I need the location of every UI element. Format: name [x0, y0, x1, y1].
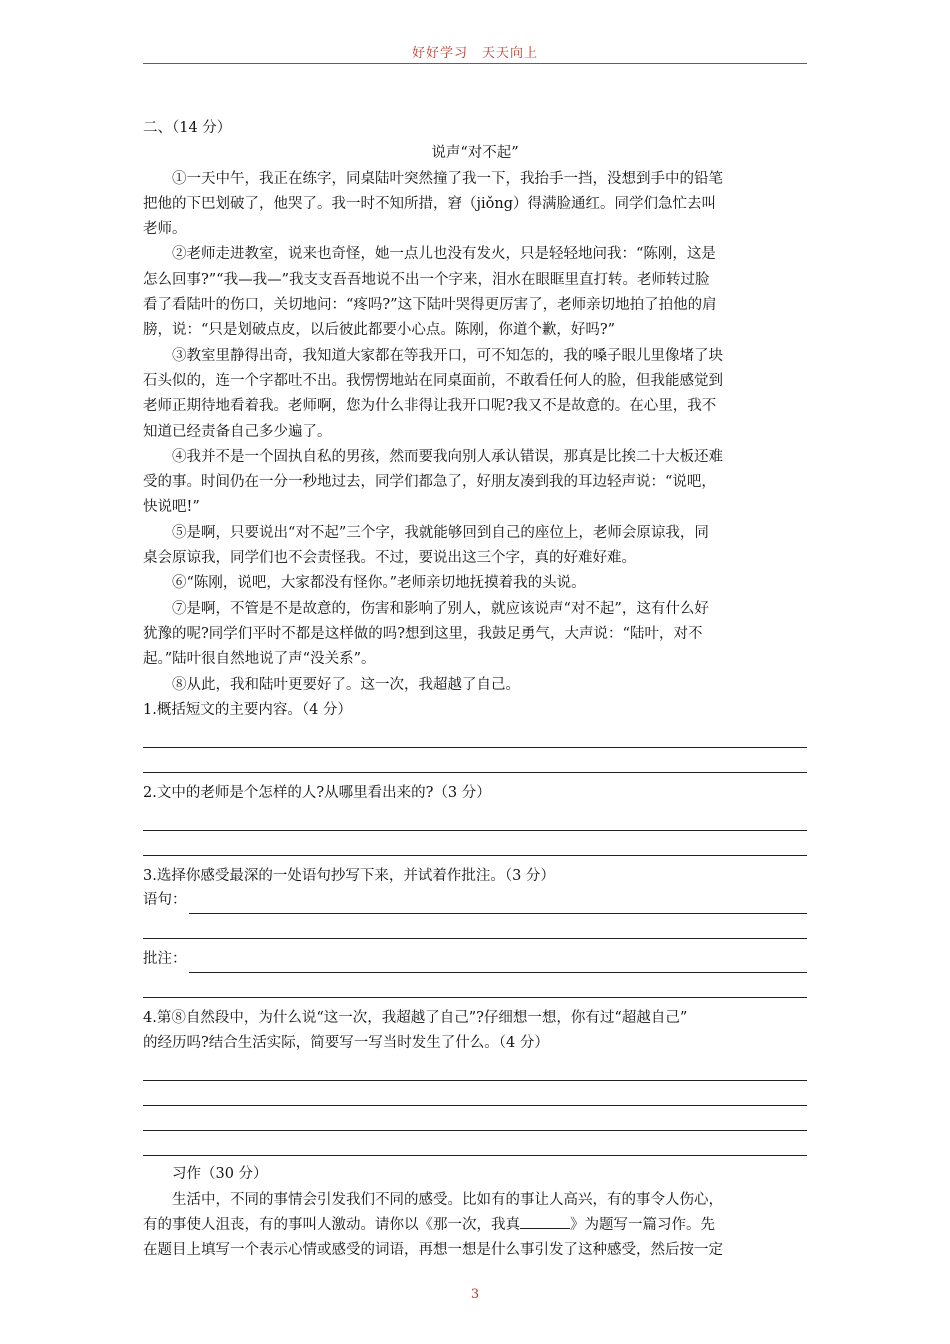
passage-line: 知道已经责备自己多少遍了。	[143, 423, 332, 440]
page-header: 好好学习 天天向上	[411, 46, 538, 61]
note-answer-line[interactable]	[189, 956, 808, 973]
passage-line: 快说吧!”	[143, 499, 200, 516]
passage-line: ⑧从此，我和陆叶更要好了。这一次，我超越了自己。	[172, 676, 520, 693]
passage-line: ⑤是啊，只要说出“对不起”三个字，我就能够回到自己的座位上，老师会原谅我，同	[172, 524, 709, 541]
answer-line[interactable]	[143, 1056, 807, 1081]
note-label: 批注：	[143, 951, 187, 968]
note-answer-row	[143, 939, 807, 973]
passage-line: 起。”陆叶很自然地说了声“没关系”。	[143, 651, 376, 668]
passage-line: 膀，说：“只是划破点皮，以后彼此都要小心点。陈刚，你道个歉，好吗?”	[143, 322, 616, 339]
passage-line: 石头似的，连一个字都吐不出。我愣愣地站在同桌面前，不敢看任何人的脸，但我能感觉到	[143, 372, 723, 389]
answer-line[interactable]	[143, 1081, 807, 1106]
question-2: 2.文中的老师是个怎样的人?从哪里看出来的?（3 分）	[143, 785, 491, 802]
passage-line: 怎么回事?”“我—我—”我支支吾吾地说不出一个字来，泪水在眼眶里直打转。老师转过脸	[143, 271, 710, 288]
header-rule	[143, 63, 807, 64]
passage-line: 看了看陆叶的伤口，关切地问：“疼吗?”这下陆叶哭得更厉害了，老师亲切地拍了拍他的肩	[143, 297, 717, 314]
sentence-answer-row	[143, 890, 807, 914]
passage	[143, 167, 807, 698]
writing-prompt-line-1: 生活中，不同的事情会引发我们不同的感受。比如有的事让人高兴，有的事令人伤心，	[172, 1191, 723, 1208]
answer-line[interactable]	[143, 973, 807, 998]
passage-line: 老师。	[143, 221, 187, 238]
passage-title: 说声“对不起”	[431, 145, 519, 162]
answer-line[interactable]	[143, 831, 807, 856]
question-3: 3.选择你感受最深的一处语句抄写下来，并试着作批注。（3 分）	[143, 868, 555, 885]
sentence-label: 语句：	[143, 892, 187, 909]
writing-prompt-line-2-end: 》为题写一篇习作。先	[570, 1216, 715, 1233]
answer-line[interactable]	[143, 806, 807, 831]
passage-line: 受的事。时间仍在一分一秒地过去，同学们都急了，好朋友凑到我的耳边轻声说：“说吧，	[143, 474, 716, 491]
passage-line: 把他的下巴划破了，他哭了。我一时不知所措，窘（jiǒng）得满脸通红。同学们急忙去叫	[143, 195, 716, 212]
answer-line[interactable]	[143, 1131, 807, 1156]
section-heading: 二、（14 分）	[143, 120, 232, 136]
question-4-line-1: 4.第⑧自然段中，为什么说“这一次，我超越了自己”?仔细想一想，你有过“超越自己”	[143, 1009, 688, 1026]
question-4-line-2: 的经历吗?结合生活实际，简要写一写当时发生了什么。（4 分）	[143, 1035, 549, 1052]
writing-prompt-line-2	[143, 1213, 807, 1238]
passage-line: ⑥“陈刚，说吧，大家都没有怪你。”老师亲切地抚摸着我的头说。	[172, 575, 586, 592]
answer-line[interactable]	[143, 1106, 807, 1131]
passage-line: 老师正期待地看着我。老师啊，您为什么非得让我开口呢?我又不是故意的。在心里，我不	[143, 398, 717, 415]
answer-line[interactable]	[143, 723, 807, 748]
passage-line: ④我并不是一个固执自私的男孩，然而要我向别人承认错误，那真是比挨二十大板还难	[172, 448, 723, 465]
writing-heading: 习作（30 分）	[172, 1166, 268, 1183]
passage-line: ③教室里静得出奇，我知道大家都在等我开口，可不知怎的，我的嗓子眼儿里像堵了块	[172, 347, 723, 364]
writing-prompt-line-2-start: 有的事使人沮丧，有的事叫人激动。请你以《那一次，我真	[143, 1216, 520, 1233]
passage-line: ⑦是啊，不管是不是故意的，伤害和影响了别人，就应该说声“对不起”，这有什么好	[172, 600, 709, 617]
passage-line: 桌会原谅我，同学们也不会责怪我。不过，要说出这三个字，真的好难好难。	[143, 550, 636, 567]
answer-line[interactable]	[143, 748, 807, 773]
document-body	[143, 116, 807, 1264]
title-blank[interactable]	[520, 1214, 570, 1229]
passage-line: 犹豫的呢?同学们平时不都是这样做的吗?想到这里，我鼓足勇气，大声说：“陆叶，对不	[143, 625, 703, 642]
passage-line: ②老师走进教室，说来也奇怪，她一点儿也没有发火，只是轻轻地问我：“陈刚，这是	[172, 246, 716, 263]
question-1: 1.概括短文的主要内容。（4 分）	[143, 701, 352, 718]
answer-line[interactable]	[143, 914, 807, 939]
writing-prompt-line-3: 在题目上填写一个表示心情或感受的词语，再想一想是什么事引发了这种感受，然后按一定	[143, 1242, 723, 1259]
sentence-answer-line[interactable]	[189, 897, 808, 914]
passage-line: ①一天中午，我正在练字，同桌陆叶突然撞了我一下，我抬手一挡，没想到手中的铅笔	[172, 170, 723, 187]
page-number: 3	[470, 1287, 480, 1302]
